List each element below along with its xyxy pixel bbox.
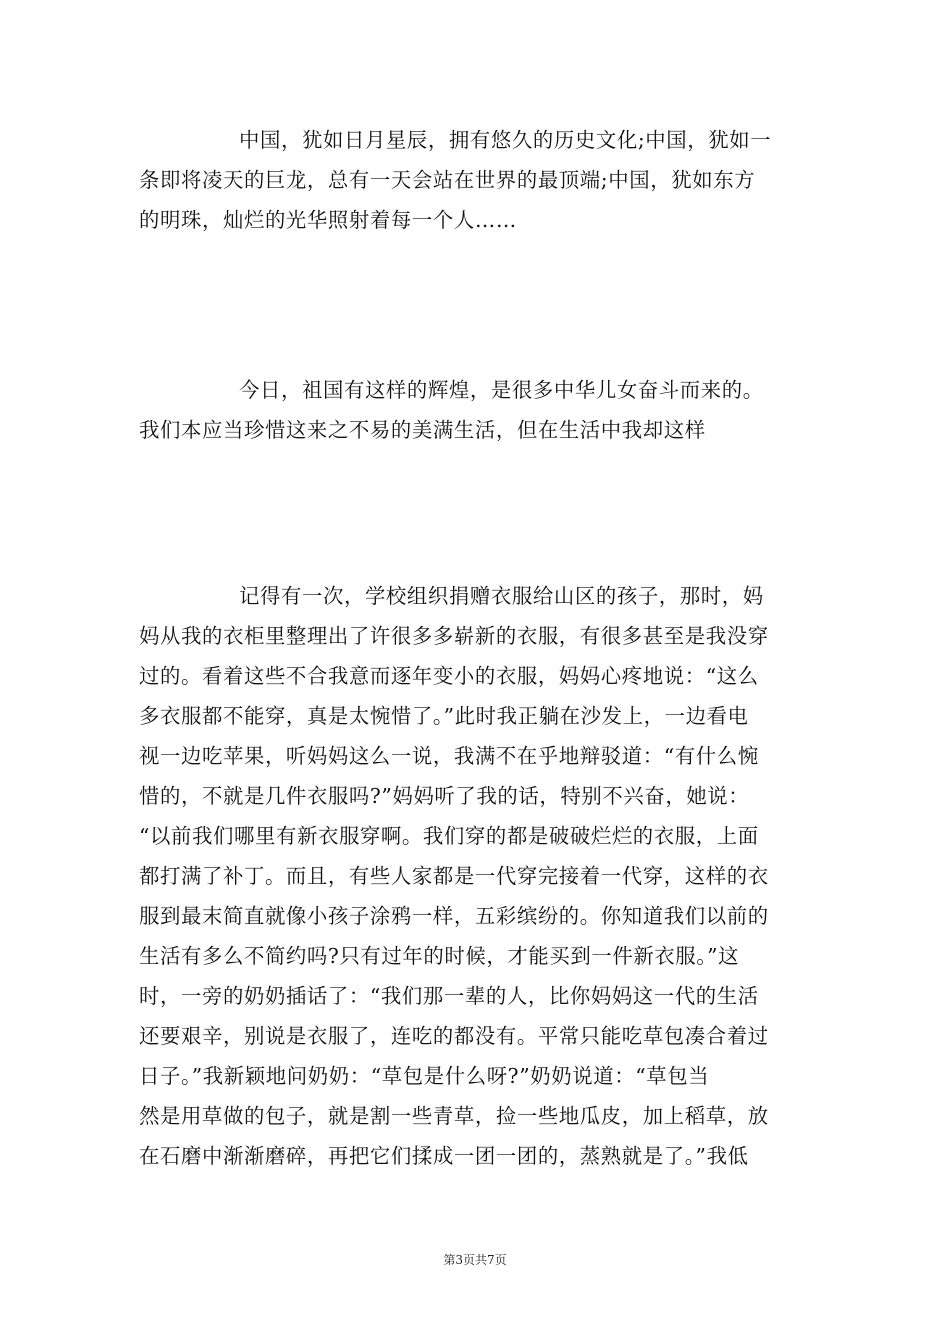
paragraph-line: 记得有一次，学校组织捐赠衣服给山区的孩子，那时，妈 xyxy=(239,584,764,608)
paragraph-line: “以前我们哪里有新衣服穿啊。我们穿的都是破破烂烂的衣服，上面 xyxy=(139,824,759,848)
paragraph-line: 妈从我的衣柜里整理出了许很多多崭新的衣服，有很多甚至是我没穿 xyxy=(139,624,769,648)
paragraph-line: 中国，犹如日月星辰，拥有悠久的历史文化;中国，犹如一 xyxy=(239,128,772,152)
paragraph-1 xyxy=(139,120,823,240)
paragraph-line: 过的。看着这些不合我意而逐年变小的衣服，妈妈心疼地说：“这么 xyxy=(139,664,759,688)
paragraph-line: 我们本应当珍惜这来之不易的美满生活，但在生活中我却这样 xyxy=(139,418,706,442)
page-number-footer: 第3页共7页 xyxy=(443,1253,507,1267)
paragraph-line: 服到最末简直就像小孩子涂鸦一样，五彩缤纷的。你知道我们以前的 xyxy=(139,904,769,928)
paragraph-line: 今日，祖国有这样的辉煌，是很多中华儿女奋斗而来的。 xyxy=(239,378,764,402)
paragraph-line: 的明珠，灿烂的光华照射着每一个人…… xyxy=(139,208,517,232)
paragraph-line: 日子。”我新颖地问奶奶：“草包是什么呀?”奶奶说道：“草包当 xyxy=(139,1064,710,1088)
paragraph-3 xyxy=(139,576,823,1176)
paragraph-line: 还要艰辛，别说是衣服了，连吃的都没有。平常只能吃草包凑合着过 xyxy=(139,1024,769,1048)
paragraph-line: 条即将凌天的巨龙，总有一天会站在世界的最顶端;中国，犹如东方 xyxy=(139,168,756,192)
paragraph-line: 惜的，不就是几件衣服吗?”妈妈听了我的话，特别不兴奋，她说： xyxy=(139,784,750,808)
paragraph-line: 多衣服都不能穿，真是太惋惜了。”此时我正躺在沙发上，一边看电 xyxy=(139,704,749,728)
paragraph-line: 视一边吃苹果，听妈妈这么一说，我满不在乎地辩驳道：“有什么惋 xyxy=(139,744,759,768)
paragraph-line: 然是用草做的包子，就是割一些青草，捡一些地瓜皮，加上稻草，放 xyxy=(139,1104,769,1128)
paragraph-line: 在石磨中渐渐磨碎，再把它们揉成一团一团的，蒸熟就是了。”我低 xyxy=(139,1144,749,1168)
paragraph-line: 生活有多么不简约吗?只有过年的时候，才能买到一件新衣服。”这 xyxy=(139,944,740,968)
paragraph-2 xyxy=(139,370,823,450)
paragraph-line: 都打满了补丁。而且，有些人家都是一代穿完接着一代穿，这样的衣 xyxy=(139,864,769,888)
paragraph-line: 时，一旁的奶奶插话了：“我们那一辈的人，比你妈妈这一代的生活 xyxy=(139,984,759,1008)
